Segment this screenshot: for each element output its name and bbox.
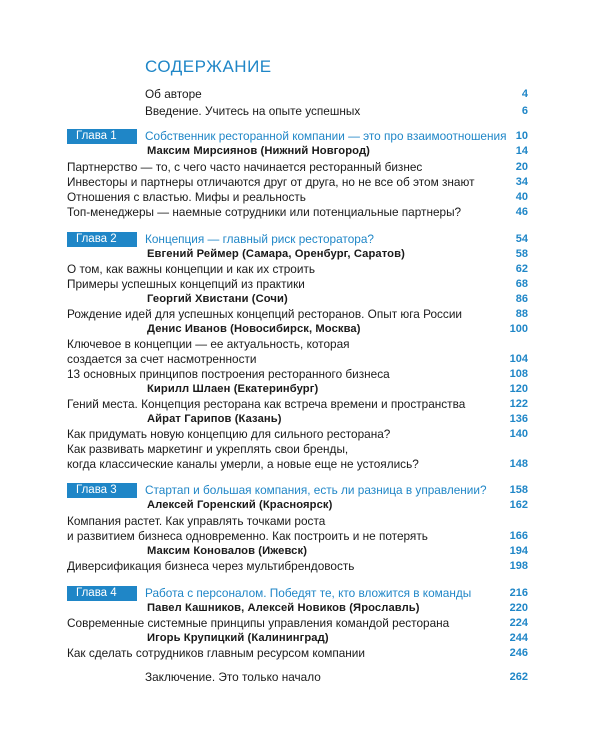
chapter-badge: Глава 3 xyxy=(67,483,137,498)
author-name: Айрат Гарипов (Казань) xyxy=(147,413,282,425)
entry-label: 13 основных принципов построения ресторанного бизнеса xyxy=(67,367,390,381)
author-name: Игорь Крупицкий (Калининград) xyxy=(147,632,329,644)
entry-label: Рождение идей для успешных концепций ресторанов. Опыт юга России xyxy=(67,307,463,321)
toc-entry[interactable] xyxy=(67,514,528,529)
page-number: 220 xyxy=(509,602,528,614)
toc-entry[interactable] xyxy=(67,646,528,661)
toc-entry[interactable] xyxy=(67,307,528,322)
toc-author-row[interactable] xyxy=(67,144,528,159)
page-number: 216 xyxy=(509,587,528,599)
page-number: 88 xyxy=(515,308,528,320)
entry-label: Об авторе xyxy=(145,87,202,101)
chapter-title-row[interactable] xyxy=(145,586,528,601)
page-number: 158 xyxy=(509,484,528,496)
page-number: 108 xyxy=(509,368,528,380)
author-name: Евгений Реймер (Самара, Оренбург, Саратов) xyxy=(147,248,405,260)
toc-entry[interactable] xyxy=(67,529,528,544)
page-number: 58 xyxy=(515,248,528,260)
toc-entry[interactable] xyxy=(67,277,528,292)
toc-entry[interactable] xyxy=(67,190,528,205)
entry-label: Отношения с властью. Мифы и реальность xyxy=(67,190,306,204)
page-number: 244 xyxy=(509,632,528,644)
entry-label: Ключевое в концепции — ее актуальность, которая xyxy=(67,337,350,351)
author-name: Кирилл Шлаен (Екатеринбург) xyxy=(147,383,319,395)
entry-label: О том, как важны концепции и как их строить xyxy=(67,262,315,276)
page-number: 224 xyxy=(509,617,528,629)
page-number: 100 xyxy=(509,323,528,335)
author-name: Максим Мирсиянов (Нижний Новгород) xyxy=(147,145,370,157)
toc-author-row[interactable] xyxy=(67,412,528,427)
toc-entry[interactable] xyxy=(67,160,528,175)
author-name: Алексей Горенский (Красноярск) xyxy=(147,499,333,511)
page-number: 10 xyxy=(515,130,528,142)
author-name: Денис Иванов (Новосибирск, Москва) xyxy=(147,323,361,335)
toc-author-row[interactable] xyxy=(67,544,528,559)
author-name: Максим Коновалов (Ижевск) xyxy=(147,545,308,557)
toc-author-row[interactable] xyxy=(67,292,528,307)
entry-label: Компания растет. Как управлять точками роста xyxy=(67,514,326,528)
entry-label: Партнерство — то, с чего часто начинается ресторанный бизнес xyxy=(67,160,423,174)
page-number: 120 xyxy=(509,383,528,395)
page-number: 14 xyxy=(515,145,528,157)
chapter-badge: Глава 2 xyxy=(67,232,137,247)
page-number: 246 xyxy=(509,647,528,659)
page-number: 198 xyxy=(509,560,528,572)
toc-entry[interactable] xyxy=(67,205,528,220)
toc-entry[interactable] xyxy=(67,559,528,574)
entry-label: Как развивать маркетинг и укреплять свои бренды, xyxy=(67,442,349,456)
toc-author-row[interactable] xyxy=(67,247,528,262)
entry-label: Топ-менеджеры — наемные сотрудники или потенциальные партнеры? xyxy=(67,205,462,219)
toc-author-row[interactable] xyxy=(67,322,528,337)
page-number: 86 xyxy=(515,293,528,305)
page-number: 54 xyxy=(515,233,528,245)
toc-entry[interactable] xyxy=(67,457,528,472)
chapter-badge: Глава 4 xyxy=(67,586,137,601)
entry-label: Введение. Учитесь на опыте успешных xyxy=(145,104,361,118)
page-number: 68 xyxy=(515,278,528,290)
page-number: 34 xyxy=(515,176,528,188)
toc-entry[interactable] xyxy=(67,352,528,367)
entry-label: и развитием бизнеса одновременно. Как построить и не потерять xyxy=(67,529,428,543)
page-number: 262 xyxy=(509,671,528,683)
toc-entry-conclusion[interactable] xyxy=(145,670,528,685)
toc-author-row[interactable] xyxy=(67,601,528,616)
chapter-title: Собственник ресторанной компании — это про взаимоотношения xyxy=(145,129,507,143)
toc-author-row[interactable] xyxy=(67,631,528,646)
chapter-title: Работа с персоналом. Победят те, кто вложится в команды xyxy=(145,586,472,600)
page-number: 6 xyxy=(521,105,528,117)
entry-label: Диверсификация бизнеса через мультибрендовость xyxy=(67,559,355,573)
toc-entry[interactable] xyxy=(67,337,528,352)
page-number: 194 xyxy=(509,545,528,557)
page-number: 166 xyxy=(509,530,528,542)
page-number: 4 xyxy=(521,88,528,100)
author-name: Павел Кашников, Алексей Новиков (Ярославль) xyxy=(147,602,420,614)
entry-label: Заключение. Это только начало xyxy=(145,670,321,684)
chapter-badge: Глава 1 xyxy=(67,129,137,144)
chapter-title-row[interactable] xyxy=(145,129,528,144)
page-number: 162 xyxy=(509,499,528,511)
toc-entry[interactable] xyxy=(67,367,528,382)
entry-label: когда классические каналы умерли, а новые еще не устоялись? xyxy=(67,457,419,471)
entry-label: создается за счет насмотренности xyxy=(67,352,257,366)
page-number: 20 xyxy=(515,161,528,173)
toc-entry[interactable] xyxy=(67,427,528,442)
page-title: СОДЕРЖАНИЕ xyxy=(145,57,272,76)
page-number: 122 xyxy=(509,398,528,410)
page-number: 104 xyxy=(509,353,528,365)
toc-entry[interactable] xyxy=(67,616,528,631)
page-number: 62 xyxy=(515,263,528,275)
entry-label: Гений места. Концепция ресторана как встреча времени и пространства xyxy=(67,397,466,411)
toc-author-row[interactable] xyxy=(67,498,528,513)
entry-label: Как придумать новую концепцию для сильного ресторана? xyxy=(67,427,391,441)
toc-entry[interactable] xyxy=(67,262,528,277)
page-number: 136 xyxy=(509,413,528,425)
page-number: 40 xyxy=(515,191,528,203)
toc-entry[interactable] xyxy=(67,442,528,457)
page-number: 148 xyxy=(509,458,528,470)
toc-entry-intro[interactable] xyxy=(145,104,528,119)
entry-label: Как сделать сотрудников главным ресурсом компании xyxy=(67,646,365,660)
entry-label: Примеры успешных концепций из практики xyxy=(67,277,305,291)
chapter-title-row[interactable] xyxy=(145,483,528,498)
author-name: Георгий Хвистани (Сочи) xyxy=(147,293,288,305)
toc-entry-about[interactable] xyxy=(145,87,528,102)
toc-entry[interactable] xyxy=(67,397,528,412)
entry-label: Современные системные принципы управления командой ресторана xyxy=(67,616,450,630)
page-number: 140 xyxy=(509,428,528,440)
entry-label: Инвесторы и партнеры отличаются друг от друга, но не все об этом знают xyxy=(67,175,475,189)
chapter-title-row[interactable] xyxy=(145,232,528,247)
chapter-title: Стартап и большая компания, есть ли разница в управлении? xyxy=(145,483,487,497)
chapter-title: Концепция — главный риск ресторатора? xyxy=(145,232,374,246)
toc-author-row[interactable] xyxy=(67,382,528,397)
page-number: 46 xyxy=(515,206,528,218)
toc-entry[interactable] xyxy=(67,175,528,190)
